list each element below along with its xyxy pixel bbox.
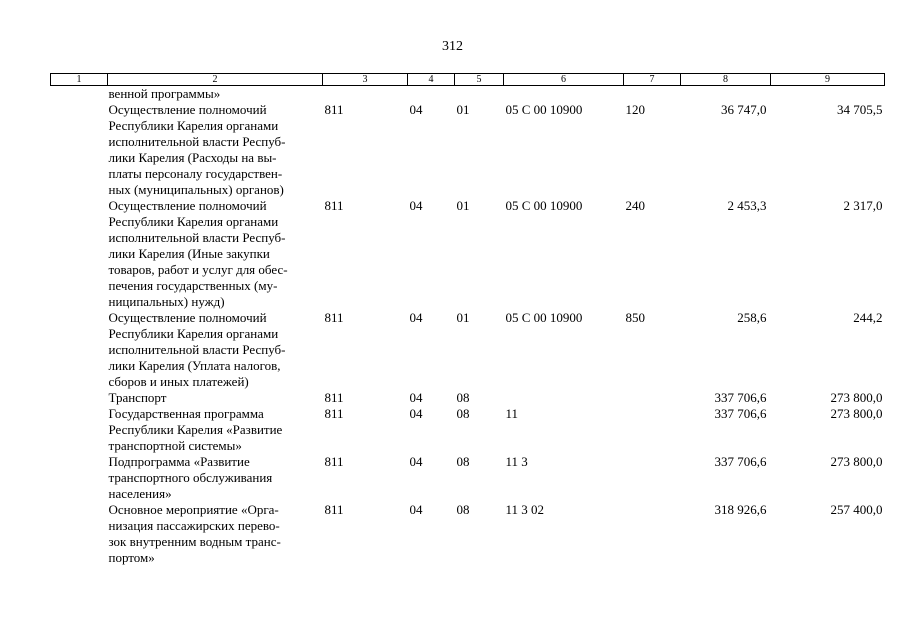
name-line: венной программы»	[108, 86, 221, 101]
column-header: 8	[681, 74, 771, 86]
cell-amount-year-2: 257 400,0	[830, 502, 883, 517]
column-header: 2	[108, 74, 323, 86]
table-row	[51, 390, 885, 406]
cell-col-1	[51, 102, 108, 198]
name-line: лики Карелия (Иные закупки	[108, 246, 270, 261]
name-line: Осуществление полномочий	[108, 102, 267, 117]
cell-subsection: 08	[456, 406, 470, 421]
name-line: зок внутренним водным транс-	[108, 534, 281, 549]
cell-col-1	[51, 406, 108, 454]
cell-name	[108, 502, 323, 566]
name-line: платы персоналу государствен-	[108, 166, 283, 181]
cell-amount-year-1	[681, 86, 771, 103]
cell-subsection: 01	[456, 102, 470, 117]
table-row	[51, 102, 885, 198]
page-number: 312	[442, 39, 463, 54]
name-line: товаров, работ и услуг для обес-	[108, 262, 288, 277]
name-line: исполнительной власти Респуб-	[108, 230, 286, 245]
name-line: Осуществление полномочий	[108, 310, 267, 325]
cell-expense-type	[624, 86, 681, 103]
column-header: 1	[51, 74, 108, 86]
cell-section: 04	[409, 390, 423, 405]
cell-col-1	[51, 198, 108, 310]
name-line: Подпрограмма «Развитие	[108, 454, 250, 469]
cell-name	[108, 454, 323, 502]
cell-name	[108, 310, 323, 390]
table-row	[51, 502, 885, 566]
column-header: 5	[455, 74, 504, 86]
cell-target-article: 11 3 02	[505, 502, 545, 517]
name-line: Республики Карелия органами	[108, 214, 279, 229]
name-line: Республики Карелия органами	[108, 326, 279, 341]
cell-name	[108, 406, 323, 454]
cell-expense-type	[624, 406, 681, 454]
column-header: 3	[323, 74, 408, 86]
cell-name	[108, 102, 323, 198]
name-line: Осуществление полномочий	[108, 198, 267, 213]
name-line: Республики Карелия «Развитие	[108, 422, 283, 437]
cell-amount-year-1: 337 706,6	[714, 406, 767, 421]
name-line: транспортного обслуживания	[108, 470, 273, 485]
cell-amount-year-1: 318 926,6	[714, 502, 767, 517]
cell-section: 04	[409, 198, 423, 213]
name-line: Республики Карелия органами	[108, 118, 279, 133]
cell-expense-type: 850	[625, 310, 645, 325]
cell-target-article	[504, 86, 624, 103]
cell-section: 04	[409, 310, 423, 325]
cell-target-article	[504, 390, 624, 406]
name-line: Основное мероприятие «Орга-	[108, 502, 279, 517]
cell-admin-code	[323, 86, 408, 103]
cell-amount-year-2: 244,2	[853, 310, 883, 325]
cell-section: 04	[409, 102, 423, 117]
cell-col-1	[51, 310, 108, 390]
cell-subsection: 01	[456, 310, 470, 325]
cell-target-article: 05 С 00 10900	[505, 198, 583, 213]
column-header: 9	[771, 74, 885, 86]
name-line: исполнительной власти Респуб-	[108, 134, 286, 149]
cell-subsection: 08	[456, 390, 470, 405]
cell-expense-type	[624, 454, 681, 502]
name-line: печения государственных (му-	[108, 278, 278, 293]
cell-expense-type	[624, 390, 681, 406]
cell-target-article: 05 С 00 10900	[505, 310, 583, 325]
cell-section	[408, 86, 455, 103]
cell-target-article: 05 С 00 10900	[505, 102, 583, 117]
name-line: транспортной системы»	[108, 438, 242, 453]
cell-col-1	[51, 502, 108, 566]
table-row	[51, 310, 885, 390]
cell-amount-year-1: 2 453,3	[727, 198, 767, 213]
cell-admin-code: 811	[324, 102, 344, 117]
name-line: лики Карелия (Уплата налогов,	[108, 358, 281, 373]
name-line: ных (муниципальных) органов)	[108, 182, 284, 197]
column-header: 4	[408, 74, 455, 86]
name-line: лики Карелия (Расходы на вы-	[108, 150, 277, 165]
cell-subsection	[455, 86, 504, 103]
cell-admin-code: 811	[324, 454, 344, 469]
cell-admin-code: 811	[324, 502, 344, 517]
cell-expense-type: 240	[625, 198, 645, 213]
cell-section: 04	[409, 406, 423, 421]
name-line: сборов и иных платежей)	[108, 374, 249, 389]
cell-admin-code: 811	[324, 198, 344, 213]
cell-admin-code: 811	[324, 390, 344, 405]
cell-expense-type: 120	[625, 102, 645, 117]
column-header: 7	[624, 74, 681, 86]
cell-amount-year-2	[771, 86, 885, 103]
cell-col-1	[51, 390, 108, 406]
cell-amount-year-1: 337 706,6	[714, 454, 767, 469]
name-line: низация пассажирских перево-	[108, 518, 280, 533]
cell-col-1	[51, 454, 108, 502]
cell-amount-year-1: 36 747,0	[721, 102, 767, 117]
cell-subsection: 08	[456, 454, 470, 469]
cell-expense-type	[624, 502, 681, 566]
table-row	[51, 198, 885, 310]
name-line: исполнительной власти Респуб-	[108, 342, 286, 357]
cell-amount-year-2: 273 800,0	[830, 390, 883, 405]
column-header: 6	[504, 74, 624, 86]
cell-admin-code: 811	[324, 310, 344, 325]
budget-table	[50, 73, 885, 566]
cell-amount-year-1: 258,6	[737, 310, 767, 325]
name-line: населения»	[108, 486, 172, 501]
cell-section: 04	[409, 502, 423, 517]
name-line: ниципальных) нужд)	[108, 294, 225, 309]
cell-admin-code: 811	[324, 406, 344, 421]
cell-amount-year-2: 273 800,0	[830, 454, 883, 469]
table-row	[51, 406, 885, 454]
table-header-row	[51, 74, 885, 86]
name-line: Государственная программа	[108, 406, 264, 421]
cell-col-1	[51, 86, 108, 103]
cell-name	[108, 390, 323, 406]
cell-amount-year-1: 337 706,6	[714, 390, 767, 405]
name-line: Транспорт	[108, 390, 167, 405]
cell-amount-year-2: 273 800,0	[830, 406, 883, 421]
cell-target-article: 11	[505, 406, 519, 421]
name-line: портом»	[108, 550, 155, 565]
cell-target-article: 11 3	[505, 454, 528, 469]
table-row	[51, 454, 885, 502]
table-row	[51, 86, 885, 103]
cell-section: 04	[409, 454, 423, 469]
cell-subsection: 08	[456, 502, 470, 517]
table-body	[51, 86, 885, 567]
cell-amount-year-2: 34 705,5	[837, 102, 883, 117]
cell-amount-year-2: 2 317,0	[843, 198, 883, 213]
cell-name	[108, 86, 323, 103]
cell-name	[108, 198, 323, 310]
cell-subsection: 01	[456, 198, 470, 213]
